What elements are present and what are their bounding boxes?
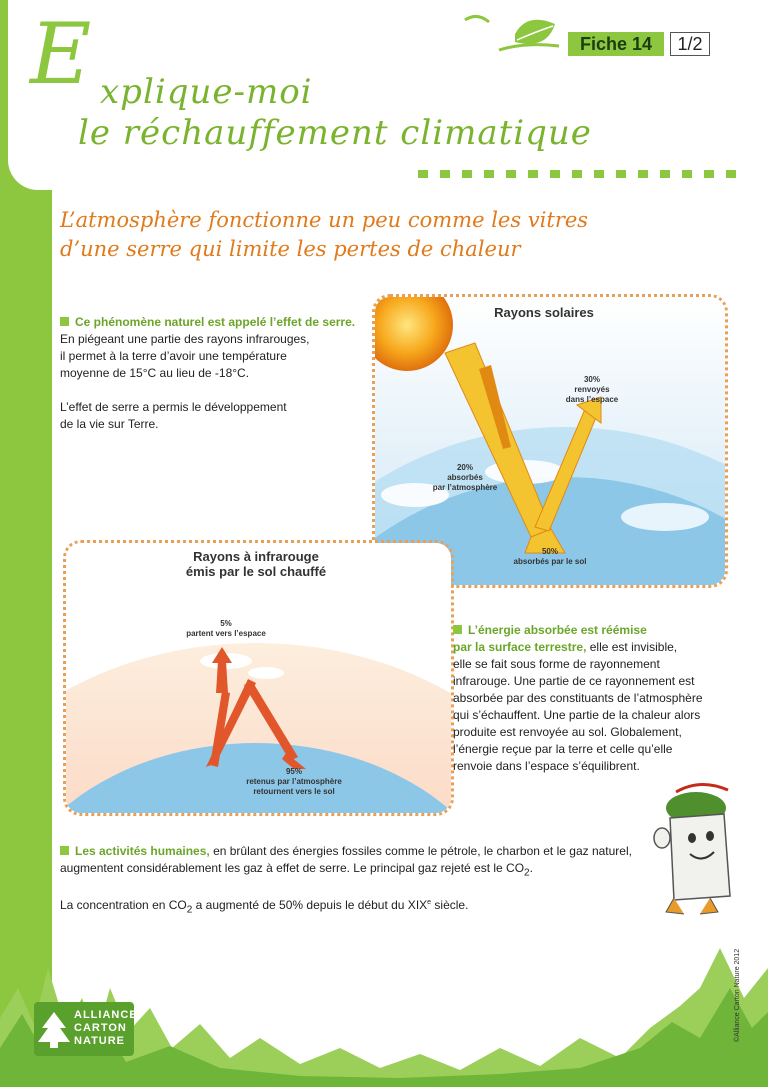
atmosphere-absorbed-label: 20% absorbés par l’atmosphère bbox=[432, 463, 498, 492]
section1-line: il permet à la terre d’avoir une température bbox=[60, 349, 287, 363]
section2-line: l’énergie reçue par la terre et celle qu’elle bbox=[453, 742, 673, 756]
co2-concentration-paragraph bbox=[60, 894, 700, 918]
section2-line: elle se fait sous forme de rayonnement bbox=[453, 657, 660, 671]
section4-text: a augmenté de 50% depuis le début du XIX bbox=[192, 898, 428, 912]
escape-label: 5% partent vers l’espace bbox=[186, 619, 266, 638]
section2-heading-cont: par la surface terrestre, bbox=[453, 640, 587, 654]
bullet-square bbox=[60, 317, 69, 326]
section4-text: La concentration en CO bbox=[60, 898, 187, 912]
section1-line: de la vie sur Terre. bbox=[60, 417, 159, 431]
logo-text: ALLIANCE CARTON NATURE bbox=[74, 1009, 138, 1047]
copyright: ©Alliance Carton Nature 2012 bbox=[734, 948, 741, 1042]
section3-end: . bbox=[529, 861, 533, 875]
section3-text: augmentent considérablement les gaz à effet de serre. Le principal gaz rejeté est le CO bbox=[60, 861, 525, 875]
co2-subscript: 2 bbox=[524, 867, 530, 879]
page-number: 1/2 bbox=[670, 32, 710, 56]
infrared-rays-diagram bbox=[63, 540, 454, 816]
title-line-1: xplique-moi bbox=[100, 72, 313, 112]
section2-line: renvoie dans l’espace s’équilibrent. bbox=[453, 759, 640, 773]
bullet-square bbox=[60, 846, 69, 855]
section2-line: elle est invisible, bbox=[586, 640, 678, 654]
section2-line: qui s’échauffent. Une partie de la chaleur alors bbox=[453, 708, 701, 722]
section2-line: infrarouge. Une partie de ce rayonnement est bbox=[453, 674, 695, 688]
section1-line: L’effet de serre a permis le développement bbox=[60, 400, 287, 414]
section2-heading: L’énergie absorbée est réémise bbox=[468, 623, 647, 637]
bullet-square bbox=[453, 625, 462, 634]
section2-line: produite est renvoyée au sol. Globalement, bbox=[453, 725, 682, 739]
human-activities-paragraph bbox=[60, 843, 700, 881]
century-superscript: e bbox=[427, 899, 432, 906]
section4-text: siècle. bbox=[431, 898, 469, 912]
co2-subscript: 2 bbox=[186, 904, 193, 916]
section1-heading: Ce phénomène naturel est appelé l’effet de serre. bbox=[75, 315, 356, 329]
greenhouse-effect-paragraph bbox=[60, 314, 360, 433]
subtitle-line-1: L’atmosphère fonctionne un peu comme les vitres bbox=[60, 208, 589, 232]
infrared-title: Rayons à infrarouge émis par le sol chauffé bbox=[185, 549, 327, 579]
section1-line: En piégeant une partie des rayons infrarouges, bbox=[60, 332, 310, 346]
section2-line: absorbée par des constituants de l’atmosphère bbox=[453, 691, 703, 705]
section3-text: en brûlant des énergies fossiles comme le pétrole, le charbon et le gaz naturel, bbox=[209, 844, 632, 858]
subtitle-line-2: d’une serre qui limite les pertes de chaleur bbox=[60, 237, 521, 261]
leaf-icon bbox=[455, 6, 565, 58]
retained-label: 95% retenus par l’atmosphère retournent vers le sol bbox=[246, 767, 342, 796]
fiche-badge: Fiche 14 bbox=[568, 32, 664, 56]
subtitle bbox=[60, 206, 700, 264]
alliance-carton-nature-logo bbox=[34, 1002, 138, 1056]
reflected-label: 30% renvoyés dans l’espace bbox=[565, 375, 619, 404]
section1-line: moyenne de 15°C au lieu de -18°C. bbox=[60, 366, 250, 380]
decorative-dashes bbox=[418, 165, 753, 175]
title-initial: E bbox=[30, 5, 92, 103]
reemission-paragraph bbox=[453, 622, 723, 775]
section3-heading: Les activités humaines, bbox=[75, 844, 210, 858]
solar-rays-title: Rayons solaires bbox=[494, 305, 594, 320]
title-line-2: le réchauffement climatique bbox=[78, 113, 592, 153]
ground-absorbed-label: 50% absorbés par le sol bbox=[513, 547, 587, 566]
